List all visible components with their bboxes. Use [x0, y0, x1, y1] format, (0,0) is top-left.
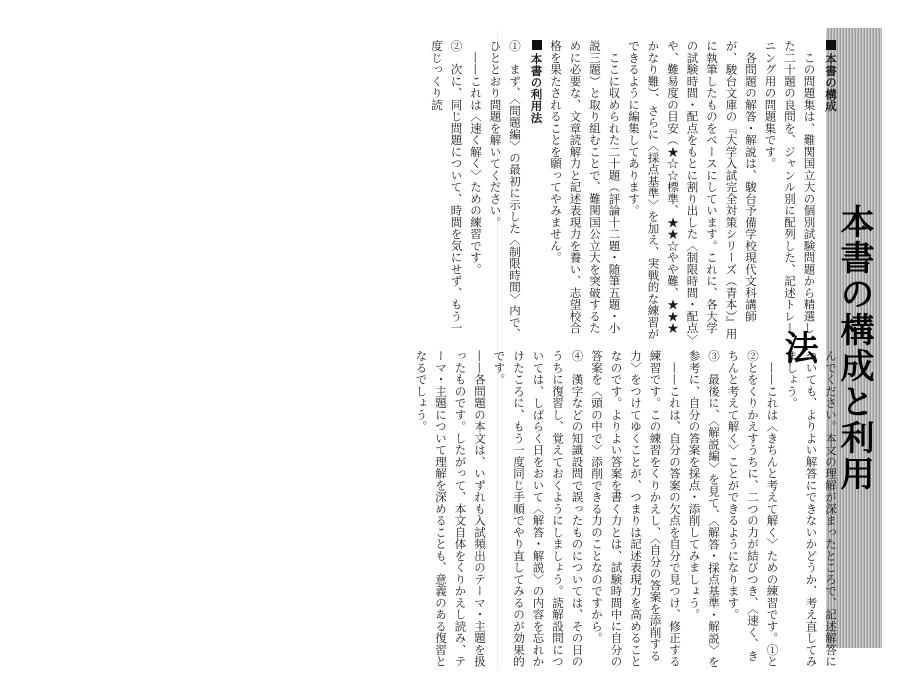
square-bullet-icon [532, 40, 542, 50]
section-heading-text: 本書の利用法 [529, 53, 544, 124]
square-bullet-icon [826, 40, 836, 50]
paragraph: ① まず、〈問題編〉の最初に示した〈制限時間〉内で、ひととおり問題を解いてください。 [488, 40, 522, 340]
section-heading [526, 40, 546, 345]
section-heading-text: 本書の構成 [824, 53, 838, 112]
paragraph: ② 次に、同じ問題について、時間を気にせず、もう一度じっくり読 [430, 40, 464, 334]
paragraph: ——これは〈速く解く〉ための練習です。 [469, 40, 483, 275]
paragraph: 各問題の解答・解説は、駿台予備学校現代文科講師が、駿台文庫の『大学入試完全対策シリーズ（青本）』用に執筆したものをベースにしています。これに、各大学の試験時間・配点をもとに割り出した〈制限時間・配点〉や、難易度の目安（★☆☆標準、★★☆やや難、★★★かなり難）、さらに〈採点基準〉を加え、実戦的な練習ができるように編集してあります。 [627, 40, 758, 340]
paragraph: んでください。本文の理解が深まったところで、記述解答についても、よりよい解答にできないかどうか、考え直してみましょう。 [785, 350, 838, 668]
page-title: 本書の構成と利用法 [778, 204, 874, 492]
lower-text-column [414, 350, 840, 670]
paragraph: ここに収められた二十題（評論十二題・随筆五題・小説三題）と取り組むことで、難関国公立大を突破するために必要な、文章読解力と記述表現力を養い、志望校合格を果たされることを願ってやみません。 [549, 40, 622, 334]
paragraph: ——これは〈きちんと考えて解く〉ための練習です。①と②とをくりかえすうちに、二つの力が結びつき、〈速く、きちんと考えて解く〉ことができるようになります。 [726, 350, 780, 668]
paragraph: ④ 漢字などの知識設問で誤ったものについては、その日のうちに復習し、覚えておくようにしましょう。読解設問については、しばらく日をおいて〈解答・解説〉の内容を忘れかけたころに、もう一度同じ手順でやり直してみるのが効果的です。 [492, 350, 585, 668]
paragraph: ③ 最後に、〈解説編〉を見て、〈解答・採点基準・解説〉を参考に、自分の答案を採点・添削してみましょう。 [687, 350, 721, 668]
upper-text-column [430, 40, 840, 345]
paragraph: ——各問題の本文は、いずれも入試頻出のテーマ・主題を扱ったものです。したがって、本文自体をくりかえし読み、テーマ・主題について理解を深めることも、意義のある復習となるでしょう。 [414, 350, 487, 668]
paragraph: ——これは、自分の答案の欠点を自分で見つけ、修正する練習です。この練習をくりかえし、〈自分の答案を添削する力〉をつけてゆくことが、つまりは記述表現力を高めることなのです。よりよい答案を書く力とは、試験時間中に自分の答案を〈頭の中で〉添削できる力のことなのですから。 [590, 350, 682, 668]
paragraph: この問題集は、難関国立大の個別試験問題から精選した二十題の良問を、ジャンル別に配列した、記述トレーニング用の問題集です。 [763, 40, 817, 334]
section-heading [821, 40, 841, 345]
